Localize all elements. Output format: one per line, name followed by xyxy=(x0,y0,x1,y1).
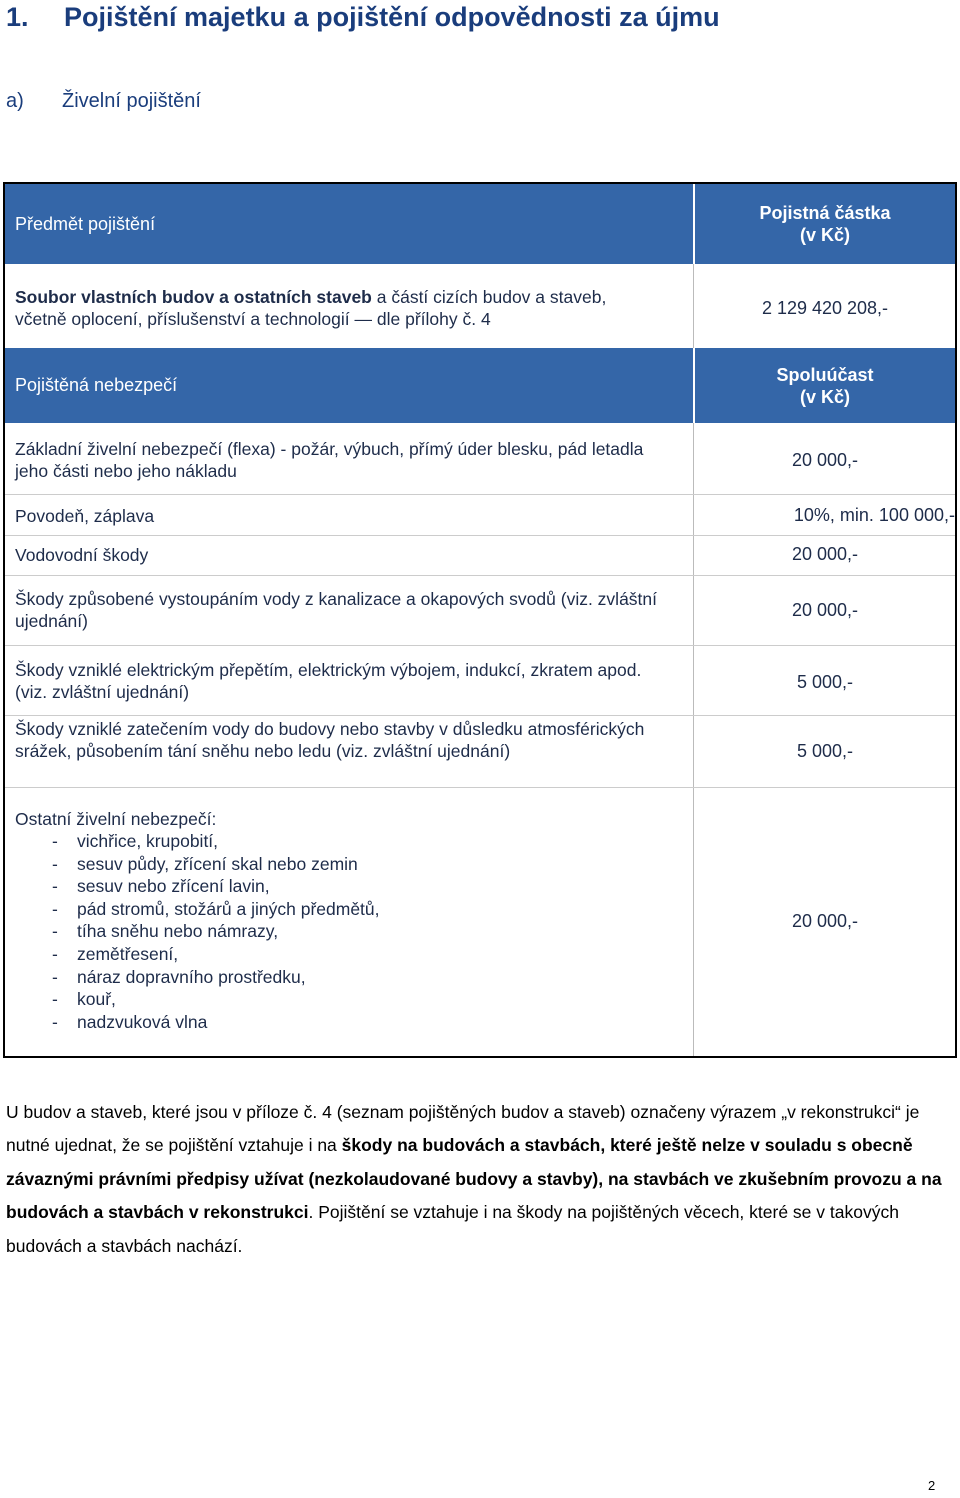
peril-row-water: Vodovodní škody xyxy=(15,545,149,565)
peril-row-overvoltage: Škody vzniklé elektrickým přepětím, elektrickým výbojem, indukcí, zkratem apod. (viz. zvláštní ujednání) xyxy=(15,660,642,702)
subsection-number: a) xyxy=(6,90,24,112)
insurance-subject xyxy=(15,286,675,330)
deductible-water: 20 000,- xyxy=(791,544,859,564)
header-deductible-label: Spoluúčast xyxy=(776,365,874,385)
deductible-sewer: 20 000,- xyxy=(791,600,859,620)
list-item: - sesuv půdy, zřícení skal nebo zemin xyxy=(15,853,675,876)
peril-row-flood: Povodeň, záplava xyxy=(15,506,155,526)
header-perils-label: Pojištěná nebezpečí xyxy=(15,375,178,395)
subsection-title: Živelní pojištění xyxy=(62,90,201,112)
subsection-heading xyxy=(6,90,201,113)
paragraph-bold-text: škody na budovách a stavbách, které ještě nelze v souladu s obecně závaznými právními předpisy užívat (nezkolaudované budovy a stavby), na stavbách ve zkušebním provozu a na budovách a stavbách v rekonstrukci xyxy=(6,1135,942,1223)
deductible-leakage: 5 000,- xyxy=(796,741,854,761)
list-item: - tíha sněhu nebo námrazy, xyxy=(15,920,675,943)
paragraph-text-end: . Pojištění se vztahuje i na škody na pojištěných věcech, které se v takových budovách a stavbách nachází. xyxy=(6,1202,899,1256)
other-perils-list xyxy=(15,830,675,1033)
section-heading xyxy=(6,2,720,33)
deductible-overvoltage: 5 000,- xyxy=(796,672,854,692)
other-perils-title: Ostatní živelní nebezpečí: xyxy=(15,809,217,829)
peril-row-sewer: Škody způsobené vystoupáním vody z kanalizace a okapových svodů (viz. zvláštní ujednání) xyxy=(15,589,658,631)
header-amount-label: Pojistná částka xyxy=(759,203,891,223)
peril-row-flexa: Základní živelní nebezpečí (flexa) - požár, výbuch, přímý úder blesku, pád letadla jeho části nebo jeho nákladu xyxy=(15,439,644,481)
header-deductible-unit: (v Kč) xyxy=(799,387,850,407)
header-amount-unit: (v Kč) xyxy=(799,225,850,245)
list-item: - nadzvuková vlna xyxy=(15,1011,675,1034)
page-number: 2 xyxy=(928,1478,936,1493)
table-header-perils xyxy=(5,348,955,423)
list-item: - pád stromů, stožárů a jiných předmětů, xyxy=(15,898,675,921)
header-subject-label: Předmět pojištění xyxy=(15,214,156,234)
deductible-other: 20 000,- xyxy=(791,911,859,931)
subject-bold-text: Soubor vlastních budov a ostatních staveb xyxy=(15,287,372,307)
list-item: - kouř, xyxy=(15,988,675,1011)
peril-row-other xyxy=(15,808,675,1033)
deductible-flood: 10%, min. 100 000,- xyxy=(793,505,955,525)
table-header-subject xyxy=(5,184,955,264)
paragraph-text: U budov a staveb, které jsou v příloze č. 4 (seznam pojištěných budov a staveb) označeny výrazem „v rekonstrukci“ je nutné ujednat, že se pojištění vztahuje i na xyxy=(6,1102,920,1156)
deductible-flexa: 20 000,- xyxy=(791,450,859,470)
insured-amount: 2 129 420 208,- xyxy=(761,298,889,318)
list-item: - zemětřesení, xyxy=(15,943,675,966)
list-item: - sesuv nebo zřícení lavin, xyxy=(15,875,675,898)
subject-text: a částí cizích budov a staveb, xyxy=(371,287,607,307)
reconstruction-paragraph xyxy=(6,1096,946,1263)
section-title: Pojištění majetku a pojištění odpovědnosti za újmu xyxy=(64,2,720,32)
subject-text-line2: včetně oplocení, příslušenství a technologií — dle přílohy č. 4 xyxy=(15,309,491,329)
peril-row-leakage: Škody vzniklé zatečením vody do budovy nebo stavby v důsledku atmosférických srážek, působením tání sněhu nebo ledu (viz. zvláštní ujednání) xyxy=(15,719,645,761)
list-item: - vichřice, krupobití, xyxy=(15,830,675,853)
list-item: - náraz dopravního prostředku, xyxy=(15,966,675,989)
section-number: 1. xyxy=(6,2,29,32)
insurance-table xyxy=(3,182,957,1058)
